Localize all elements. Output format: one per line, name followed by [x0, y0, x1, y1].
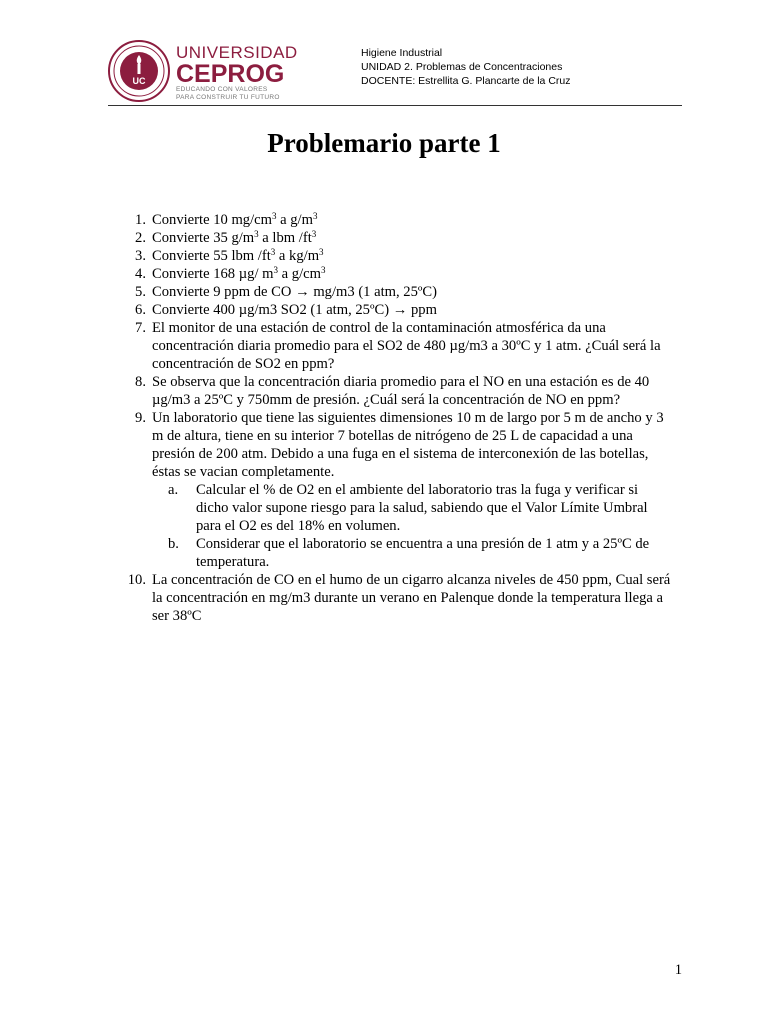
- list-item: 6. Convierte 400 µg/m3 SO2 (1 atm, 25ºC) → ppm: [124, 301, 672, 319]
- list-item: 10. La concentración de CO en el humo de un cigarro alcanza niveles de 450 ppm, Cual será la concentración en mg/m3 durante un verano en Palenque donde la temperatura llega a ser 38ºC: [124, 571, 672, 625]
- item-number: 5.: [135, 284, 146, 300]
- list-item: 7. El monitor de una estación de control de la contaminación atmosférica da una concentración diaria promedio para el SO2 de 480 µg/m3 a 30ºC y 1 atm. ¿Cuál será la concentración de SO2 en ppm?: [124, 319, 672, 373]
- sub-list-item: b. Considerar que el laboratorio se encuentra a una presión de 1 atm y a 25ºC de temperatura.: [168, 536, 650, 570]
- header-divider: [108, 105, 682, 106]
- teacher-name: DOCENTE: Estrellita G. Plancarte de la Cruz: [361, 75, 571, 87]
- item-number: 4.: [135, 266, 146, 282]
- list-item: 5. Convierte 9 ppm de CO → mg/m3 (1 atm, 25ºC): [124, 283, 672, 301]
- logo-line-1: UNIVERSIDAD: [176, 43, 298, 62]
- item-number: 2.: [135, 230, 146, 246]
- page-header: [108, 38, 682, 104]
- list-item: 8. Se observa que la concentración diaria promedio para el NO en una estación es de 40 µg/m3 a 25ºC y 750mm de presión. ¿Cuál será la concentración de NO en ppm?: [124, 373, 672, 409]
- item-number: 1.: [135, 212, 146, 228]
- course-name: Higiene Industrial: [361, 47, 443, 59]
- item-number: 10.: [127, 572, 146, 588]
- logo-tagline-1: EDUCANDO CON VALORES: [176, 86, 268, 93]
- page-number: 1: [674, 962, 682, 978]
- item-number: 6.: [135, 302, 146, 318]
- item-number: 7.: [135, 320, 146, 336]
- problem-list: [124, 211, 672, 625]
- logo-tagline-2: PARA CONSTRUIR TU FUTURO: [176, 94, 280, 101]
- university-seal-logo: [108, 40, 170, 102]
- university-wordmark: [176, 44, 298, 102]
- list-item: 3. Convierte 55 lbm $/ft^3$ a $kg/m^3$: [124, 247, 672, 265]
- page-title: Problemario parte 1: [267, 128, 501, 158]
- logo-line-2: CEPROG: [176, 60, 285, 88]
- sub-list-item: a. Calcular el % de O2 en el ambiente del laboratorio tras la fuga y verificar si dicho valor supone riesgo para la salud, sabiendo que el Valor Límite Umbral para el O2 es del 18% en volumen.: [168, 482, 648, 534]
- item-letter: b.: [168, 536, 179, 552]
- item-letter: a.: [168, 482, 179, 498]
- list-item: 4. Convierte 168 µg/ $m^3$ a $g/cm^3$: [124, 265, 672, 283]
- list-item: 2. Convierte 35 $g/m^3$ a lbm $/ft^3$: [124, 229, 672, 247]
- list-item: 9. Un laboratorio que tiene las siguientes dimensiones 10 m de largo por 5 m de ancho y 3 m de altura, tiene en su interior 7 botellas de nitrógeno de 25 L de capacidad a una presión de 200 atm. Debido a una fuga en el sistema de interconexión de las botellas, éstas se vacian completamente.: [124, 409, 672, 481]
- item-number: 9.: [135, 410, 146, 426]
- seal-initials: UC: [132, 76, 146, 86]
- item-number: 3.: [135, 248, 146, 264]
- unit-name: UNIDAD 2. Problemas de Concentraciones: [361, 61, 563, 73]
- list-item: 1. Convierte 10 $mg/cm^3$ a $g/m^3$: [124, 211, 672, 229]
- header-info: [361, 46, 570, 88]
- item-number: 8.: [135, 374, 146, 390]
